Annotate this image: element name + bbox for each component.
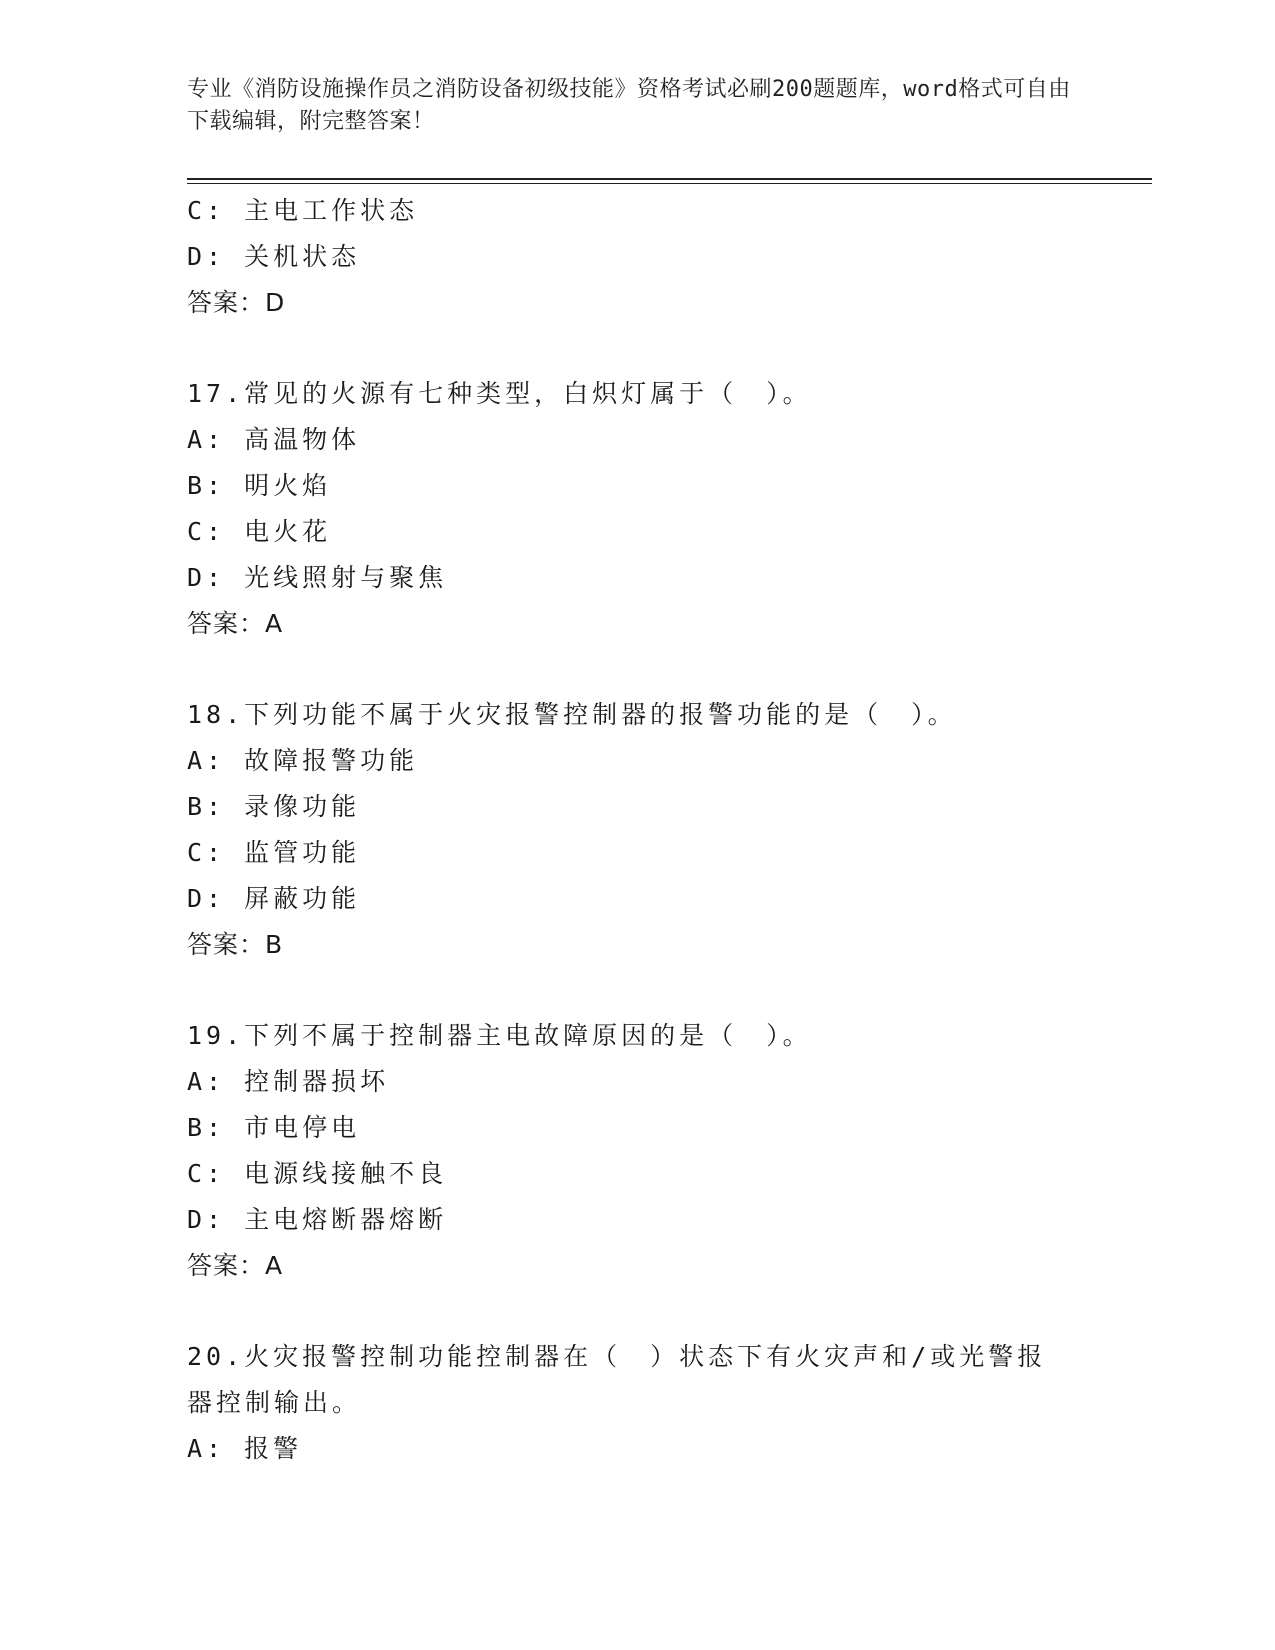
option-b: B: 市电停电 xyxy=(187,1113,361,1142)
document-header xyxy=(187,74,1087,138)
option-d: D: 屏蔽功能 xyxy=(187,884,361,913)
answer: 答案：D xyxy=(187,288,286,317)
option-c: C: 电火花 xyxy=(187,517,332,546)
option-a: A: 控制器损坏 xyxy=(187,1067,390,1096)
answer: 答案：A xyxy=(187,1251,284,1280)
answer: 答案：A xyxy=(187,609,284,638)
question-20-stem: 20.火灾报警控制功能控制器在（ ）状态下有火灾声和/或光警报器控制输出。 xyxy=(187,1342,1047,1417)
answer: 答案：B xyxy=(187,930,284,959)
option-d: D: 主电熔断器熔断 xyxy=(187,1205,448,1234)
header-rule-thin xyxy=(187,183,1152,184)
option-b: B: 明火焰 xyxy=(187,471,332,500)
question-19-stem: 19.下列不属于控制器主电故障原因的是（ ）。 xyxy=(187,1021,812,1050)
option-d: D: 光线照射与聚焦 xyxy=(187,563,448,592)
question-17-stem: 17.常见的火源有七种类型，白炽灯属于（ ）。 xyxy=(187,379,812,408)
question-content xyxy=(187,188,1152,1472)
option-a: A: 报警 xyxy=(187,1434,303,1463)
option-d: D: 关机状态 xyxy=(187,242,361,271)
option-c: C: 监管功能 xyxy=(187,838,361,867)
option-a: A: 高温物体 xyxy=(187,425,361,454)
question-18-stem: 18.下列功能不属于火灾报警控制器的报警功能的是（ ）。 xyxy=(187,700,957,729)
option-a: A: 故障报警功能 xyxy=(187,746,419,775)
header-text: 专业《消防设施操作员之消防设备初级技能》资格考试必刷200题题库，word格式可自由下载编辑，附完整答案！ xyxy=(187,77,1071,134)
header-rule-thick xyxy=(187,178,1152,180)
option-b: B: 录像功能 xyxy=(187,792,361,821)
option-c: C: 主电工作状态 xyxy=(187,196,419,225)
option-c: C: 电源线接触不良 xyxy=(187,1159,448,1188)
